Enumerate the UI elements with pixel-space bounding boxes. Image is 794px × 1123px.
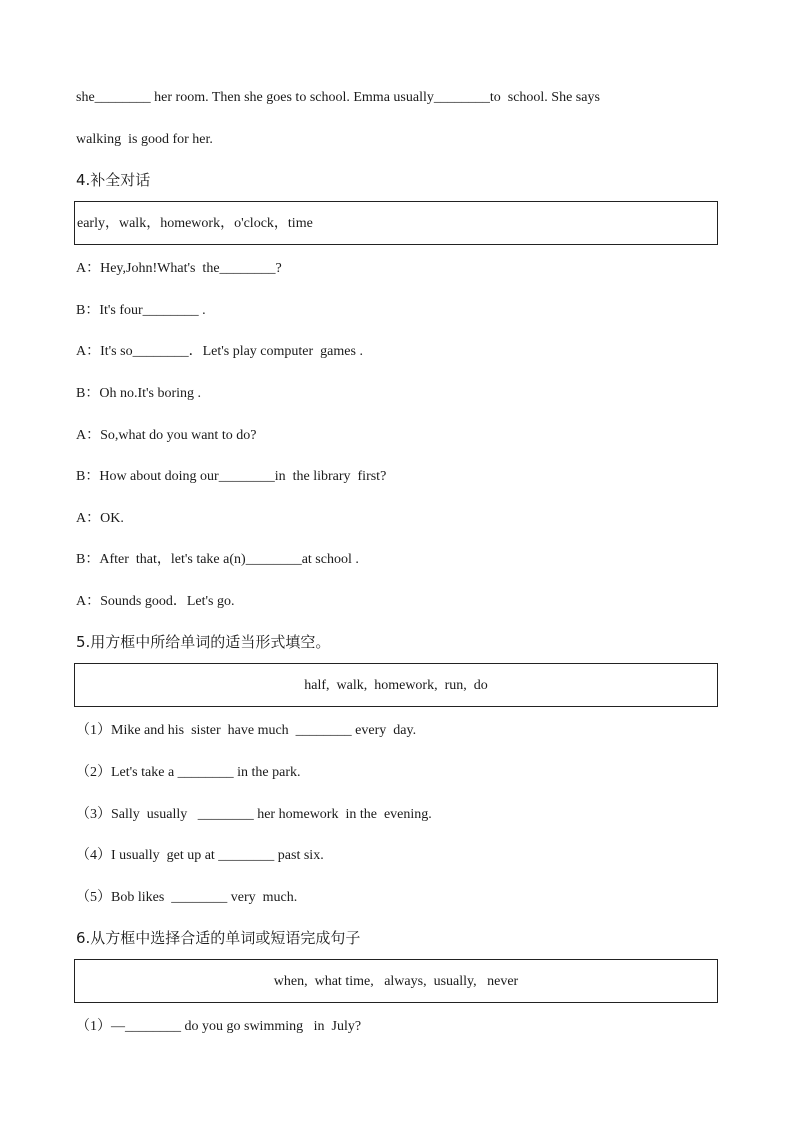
exercise-item: （2）Let's take a ________ in the park. bbox=[76, 765, 301, 780]
dialogue-line: A：It's so________．Let's play computer games . bbox=[76, 344, 363, 359]
section-6-title: 6.从方框中选择合适的单词或短语完成句子 bbox=[76, 929, 361, 947]
dialogue-line: B：After that，let's take a(n)________at school . bbox=[76, 552, 359, 567]
exercise-item: （1）Mike and his sister have much ________ every day. bbox=[76, 723, 417, 738]
section-4-word-box bbox=[74, 201, 718, 245]
exercise-item: （3）Sally usually ________ her homework in the evening. bbox=[76, 807, 432, 822]
dialogue-line: A：So,what do you want to do? bbox=[76, 428, 257, 443]
section-6-word-box bbox=[74, 959, 718, 1003]
dialogue-line: B：How about doing our________in the library first? bbox=[76, 469, 387, 484]
dialogue-line: A：OK. bbox=[76, 511, 124, 526]
section-5-word-box-text: half, walk, homework, run, do bbox=[304, 678, 488, 693]
section-5-title: 5.用方框中所给单词的适当形式填空。 bbox=[76, 633, 331, 651]
passage-line-1: she________ her room. Then she goes to school. Emma usually________to school. She says bbox=[76, 90, 600, 105]
exercise-item: （1）—________ do you go swimming in July? bbox=[76, 1019, 362, 1034]
section-4-title: 4.补全对话 bbox=[76, 171, 151, 189]
dialogue-line: A：Sounds good．Let's go. bbox=[76, 594, 235, 609]
section-6-word-box-text: when, what time, always, usually, never bbox=[273, 974, 519, 989]
dialogue-line: B：It's four________ . bbox=[76, 303, 206, 318]
section-5-word-box bbox=[74, 663, 718, 707]
exercise-item: （4）I usually get up at ________ past six. bbox=[76, 848, 324, 863]
dialogue-line: A：Hey,John!What's the________? bbox=[76, 261, 282, 276]
section-4-word-box-text: early，walk，homework，o'clock，time bbox=[77, 216, 313, 231]
dialogue-line: B：Oh no.It's boring . bbox=[76, 386, 202, 401]
exercise-item: （5）Bob likes ________ very much. bbox=[76, 890, 298, 905]
passage-line-2: walking is good for her. bbox=[76, 132, 213, 147]
